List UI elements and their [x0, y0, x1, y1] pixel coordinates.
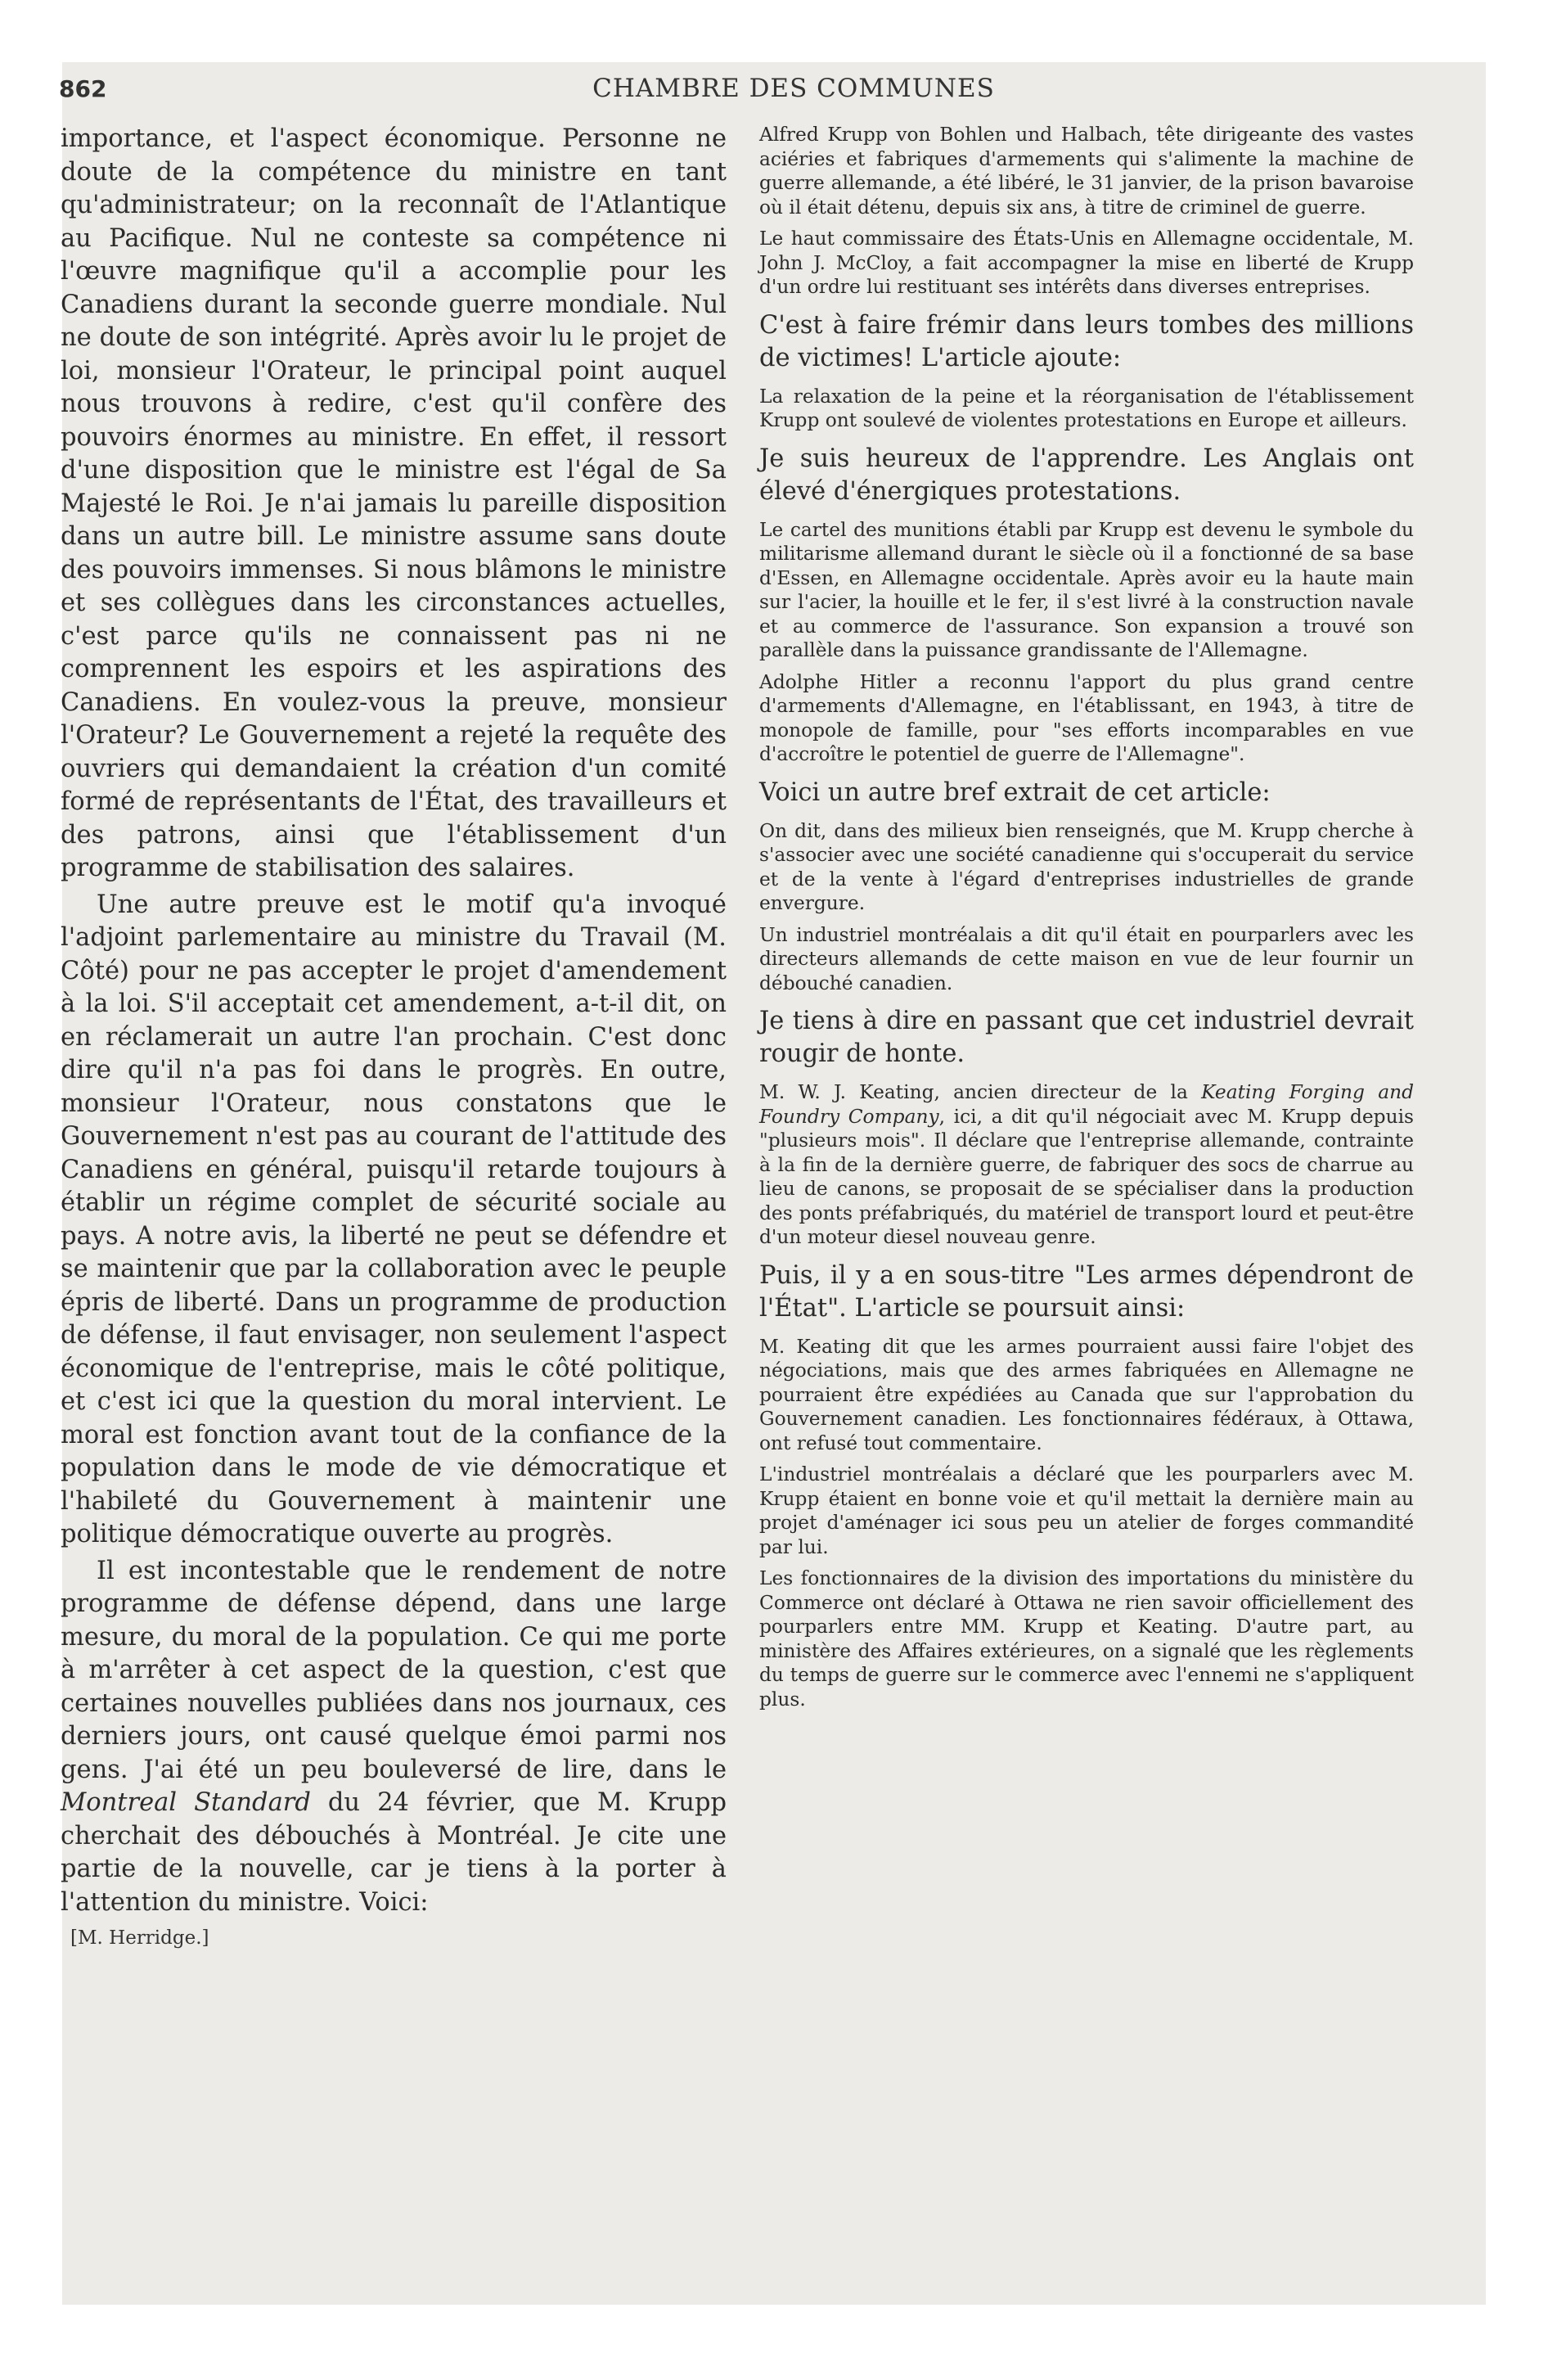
quote-5: Adolphe Hitler a reconnu l'apport du plus grand centre d'armements d'Allemagne, en l'établissant, en 1943, à titre de monopole de famille, pour "ses efforts incomparables en vue d'accroître le potentiel de guerre de l'Allemagne".: [759, 670, 1414, 765]
speech-5: Puis, il y a en sous-titre "Les armes dépendront de l'État". L'article se poursuit ainsi:: [759, 1260, 1414, 1323]
quote-1: Alfred Krupp von Bohlen und Halbach, tête dirigeante des vastes aciéries et fabriques d'armements qui s'alimente la machine de guerre allemande, a été libéré, le 31 janvier, de la prison bavaroise où il était détenu, depuis six ans, à titre de criminel de guerre.: [759, 124, 1414, 219]
quote-10: L'industriel montréalais a déclaré que les pourparlers avec M. Krupp étaient en bonne voie et qu'il mettait la dernière main au projet d'aménager ici sous peu un atelier de forges commandité par lui.: [759, 1463, 1414, 1558]
quote-8-text-b: , ici, a dit qu'il négociait avec M. Krupp depuis "plusieurs mois". Il déclare que l'entreprise allemande, contrainte à la fin de la dernière guerre, de fabriquer des socs de charrue au lieu de canons, se proposait de se spécialiser dans la production des ponts préfabriqués, du matériel de transport lourd et peut-être d'un moteur diesel nouveau genre.: [759, 1105, 1414, 1248]
left-paragraph-3: [61, 1555, 727, 1920]
left-paragraph-2: Une autre preuve est le motif qu'a invoqué l'adjoint parlementaire au ministre du Travail (M. Côté) pour ne pas accepter le projet d'amendement à la loi. S'il acceptait cet amendement, a-t-il dit, on en réclamerait un autre l'an prochain. C'est donc dire qu'il n'a pas foi dans le progrès. En outre, monsieur l'Orateur, nous constatons que le Gouvernement n'est pas au courant de l'attitude des Canadiens en général, puisqu'il retarde toujours à établir un régime complet de sécurité sociale au pays. A notre avis, la liberté ne peut se défendre et se maintenir que par la collaboration avec le peuple épris de liberté. Dans un programme de production de défense, il faut envisager, non seulement l'aspect économique de l'entreprise, mais le côté politique, et c'est ici que la question du moral intervient. Le moral est fonction avant tout de la confiance de la population dans le mode de vie démocratique et l'habileté du Gouvernement à maintenir une politique démocratique ouverte au progrès.: [61, 890, 727, 1548]
left-paragraph-1: importance, et l'aspect économique. Personne ne doute de la compétence du ministre en tant qu'administrateur; on la reconnaît de l'Atlantique au Pacifique. Nul ne conteste sa compétence ni l'œuvre magnifique qu'il a accomplie pour les Canadiens durant la seconde guerre mondiale. Nul ne doute de son intégrité. Après avoir lu le projet de loi, monsieur l'Orateur, le principal point auquel nous trouvons à redire, c'est qu'il confère des pouvoirs énormes au ministre. En effet, il ressort d'une disposition que le ministre est l'égal de Sa Majesté le Roi. Je n'ai jamais lu pareille disposition dans un autre bill. Le ministre assume sans doute des pouvoirs immenses. Si nous blâmons le ministre et ses collègues dans les circonstances actuelles, c'est parce qu'ils ne connaissent pas ni ne comprennent les espoirs et les aspirations des Canadiens. En voulez-vous la preuve, monsieur l'Orateur? Le Gouvernement a rejeté la requête des ouvriers qui demandaient la création d'un comité formé de représentants de l'État, des travailleurs et des patrons, ainsi que l'établissement d'un programme de stabilisation des salaires.: [61, 124, 727, 882]
running-header-title: CHAMBRE DES COMMUNES: [592, 74, 995, 103]
left-paragraph-3-text-a: Il est incontestable que le rendement de notre programme de défense dépend, dans une large mesure, du moral de la population. Ce qui me porte à m'arrêter à cet aspect de la question, c'est que certaines nouvelles publiées dans nos journaux, ces derniers jours, ont causé quelque émoi parmi nos gens. J'ai été un peu bouleversé de lire, dans le: [61, 1556, 727, 1784]
left-column: [61, 123, 727, 1949]
quote-9: M. Keating dit que les armes pourraient aussi faire l'objet des négociations, mais que des armes fabriquées en Allemagne ne pourraient être expédiées au Canada que sur l'approbation du Gouvernement canadien. Les fonctionnaires fédéraux, à Ottawa, ont refusé tout commentaire.: [759, 1335, 1414, 1454]
speech-2: Je suis heureux de l'apprendre. Les Anglais ont élevé d'énergiques protestations.: [759, 444, 1414, 506]
quote-8: [759, 1080, 1414, 1250]
speaker-attribution: [M. Herridge.]: [70, 1927, 209, 1949]
quote-11: Les fonctionnaires de la division des importations du ministère du Commerce ont déclaré à Ottawa ne rien savoir officiellement des pourparlers entre MM. Krupp et Keating. D'autre part, au ministère des Affaires extérieures, on a signalé que les règlements du temps de guerre sur le commerce avec l'ennemi ne s'appliquent plus.: [759, 1567, 1414, 1711]
speech-1: C'est à faire frémir dans leurs tombes des millions de victimes! L'article ajoute:: [759, 310, 1414, 372]
quote-8-text-a: M. W. J. Keating, ancien directeur de la: [759, 1081, 1202, 1103]
speech-4: Je tiens à dire en passant que cet industriel devrait rougir de honte.: [759, 1007, 1414, 1068]
speech-3: Voici un autre bref extrait de cet article:: [759, 778, 1271, 807]
quote-4: Le cartel des munitions établi par Krupp est devenu le symbole du militarisme allemand durant le siècle où il a fonctionné de sa base d'Essen, en Allemagne occidentale. Après avoir eu la haute main sur l'acier, la houille et le fer, il s'est livré à la construction navale et au commerce de l'assurance. Son expansion a trouvé son parallèle dans la puissance grandissante de l'Allemagne.: [759, 518, 1414, 661]
page-number: 862: [59, 75, 107, 102]
quote-3: La relaxation de la peine et la réorganisation de l'établissement Krupp ont soulevé de violentes protestations en Europe et ailleurs.: [759, 385, 1414, 431]
quote-6: On dit, dans des milieux bien renseignés, que M. Krupp cherche à s'associer avec une société canadienne qui s'occuperait du service et de la vente à l'égard d'entreprises industrielles de grande envergure.: [759, 819, 1414, 914]
right-column: [759, 123, 1414, 1719]
newspaper-title: Montreal Standard: [61, 1788, 311, 1817]
left-paragraph-3-text-b: du 24 février, que M. Krupp cherchait des débouchés à Montréal. Je cite une partie de la nouvelle, car je tiens à la porter à l'attention du ministre. Voici:: [61, 1788, 727, 1917]
quote-2: Le haut commissaire des États-Unis en Allemagne occidentale, M. John J. McCloy, a fait accompagner la mise en liberté de Krupp d'un ordre lui restituant ses intérêts dans diverses entreprises.: [759, 228, 1414, 298]
company-name: Keating Forging and Foundry Company: [759, 1081, 1415, 1128]
quote-7: Un industriel montréalais a dit qu'il était en pourparlers avec les directeurs allemands de cette maison en vue de leur fournir un débouché canadien.: [759, 923, 1414, 994]
